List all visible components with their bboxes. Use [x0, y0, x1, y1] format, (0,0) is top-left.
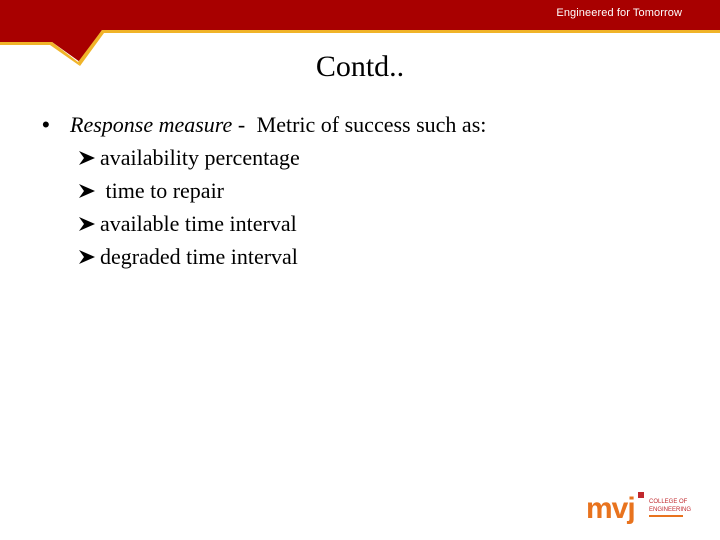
logo-underline [649, 515, 683, 517]
list-item [77, 240, 682, 273]
logo-mark: mvj [586, 492, 635, 525]
sub-item-text: time to repair [100, 178, 225, 203]
content-area [42, 108, 682, 273]
arrow-bullet-icon [77, 215, 98, 233]
list-item [77, 141, 682, 174]
bullet-item [42, 108, 682, 141]
tagline: Engineered for Tomorrow [556, 7, 682, 19]
sub-item-text: availability percentage [100, 145, 300, 170]
logo-line-1: COLLEGE OF [649, 499, 688, 505]
list-item [77, 207, 682, 240]
list-item [77, 174, 682, 207]
logo-dot [638, 492, 644, 498]
bullet-term: Response measure [70, 112, 233, 137]
arrow-bullet-icon [77, 149, 98, 167]
bullet-text: Metric of success such as: [256, 112, 487, 137]
sub-list [42, 141, 682, 273]
bullet-separator: - [232, 112, 251, 137]
arrow-bullet-icon [77, 248, 98, 266]
arrow-bullet-icon [77, 182, 98, 200]
page-title: Contd.. [315, 50, 405, 83]
logo-line-2: ENGINEERING [649, 507, 692, 513]
bullet-icon: • [42, 112, 50, 137]
college-logo [586, 488, 692, 528]
sub-item-text: available time interval [100, 211, 297, 236]
sub-item-text: degraded time interval [100, 244, 298, 269]
